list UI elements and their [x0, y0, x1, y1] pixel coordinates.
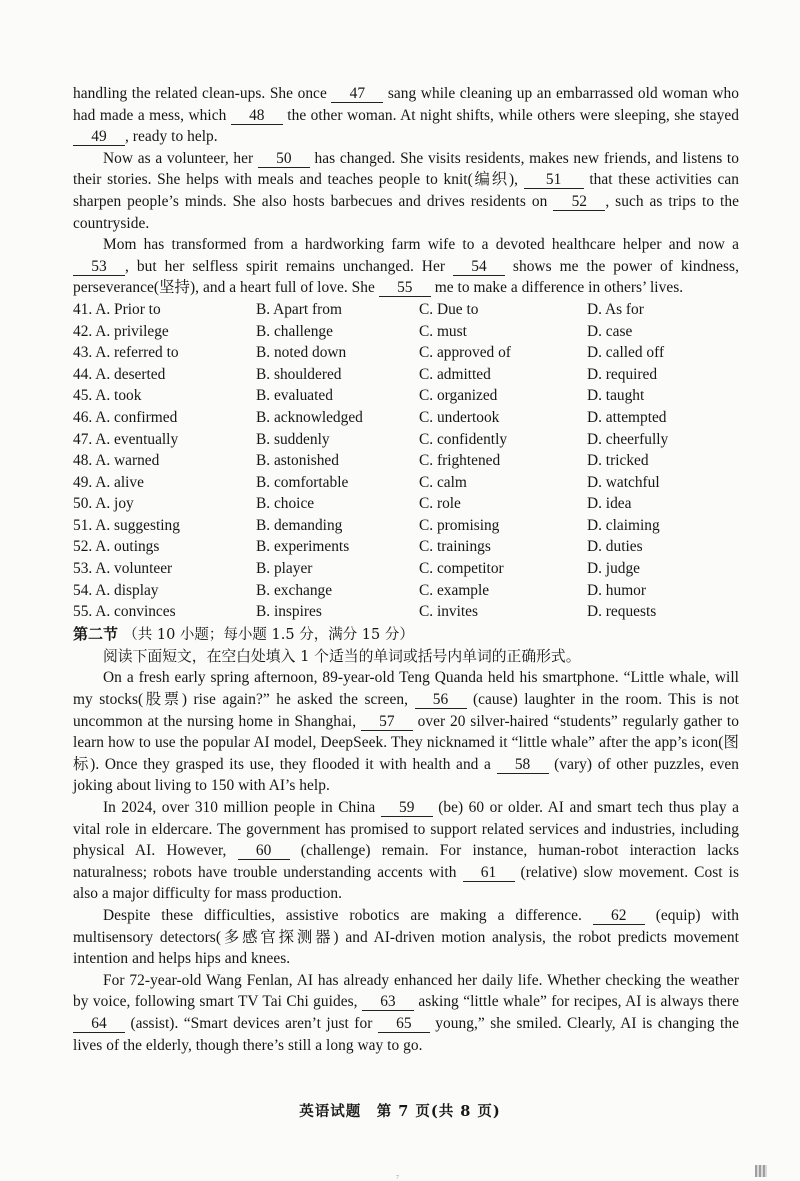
text-run: (equip) with multisensory detectors(多感官探测器) and AI-driven motion analysis, the robot predicts movement intention and helps hips and knees. [73, 906, 739, 968]
option-b[interactable]: B. astonished [256, 452, 339, 470]
option-a[interactable]: 54. A. display [73, 581, 159, 599]
question-45 [73, 385, 739, 407]
option-c[interactable]: C. organized [419, 387, 498, 405]
option-b[interactable]: B. Apart from [256, 300, 342, 318]
option-a[interactable]: 48. A. warned [73, 452, 160, 470]
text-run: shows me the power of kindness, perseverance(坚持), and a heart full of love. She [73, 257, 739, 297]
text-run: Despite these difficulties, assistive robotics are making a difference. [103, 906, 593, 924]
text-run: For 72-year-old Wang Fenlan, AI has already enhanced her daily life. Whether checking the weather by voice, following smart TV Tai Chi guides, [73, 971, 739, 1011]
option-d[interactable]: D. As for [587, 300, 644, 318]
option-b[interactable]: B. comfortable [256, 473, 349, 491]
passage1-para3 [73, 234, 739, 299]
option-a[interactable]: 47. A. eventually [73, 430, 179, 448]
blank-62[interactable]: 62 [593, 907, 645, 925]
option-b[interactable]: B. shouldered [256, 365, 342, 383]
blank-54[interactable]: 54 [453, 258, 505, 276]
question-52 [73, 536, 739, 558]
blank-49[interactable]: 49 [73, 128, 125, 146]
text-run: me to make a difference in others’ lives. [430, 279, 684, 297]
option-b[interactable]: B. experiments [256, 538, 350, 556]
option-d[interactable]: D. required [587, 365, 658, 383]
option-b[interactable]: B. choice [256, 495, 315, 513]
option-d[interactable]: D. judge [587, 560, 641, 578]
text-run: asking “little whale” for recipes, AI is always there [413, 993, 739, 1011]
question-49 [73, 472, 739, 494]
blank-59[interactable]: 59 [381, 799, 433, 817]
question-48 [73, 450, 739, 472]
section-instruction: 阅读下面短文，在空白处填入 1 个适当的单词或括号内单词的正确形式。 [103, 647, 581, 665]
blank-53[interactable]: 53 [73, 258, 125, 276]
question-51 [73, 515, 739, 537]
option-d[interactable]: D. attempted [587, 408, 667, 426]
option-b[interactable]: B. evaluated [256, 387, 333, 405]
option-b[interactable]: B. inspires [256, 603, 322, 621]
options-table [73, 299, 739, 623]
blank-55[interactable]: 55 [379, 279, 431, 297]
option-c[interactable]: C. approved of [419, 344, 511, 362]
passage1-para2 [73, 148, 739, 234]
option-a[interactable]: 51. A. suggesting [73, 516, 180, 534]
option-c[interactable]: C. invites [419, 603, 478, 621]
option-a[interactable]: 46. A. confirmed [73, 408, 178, 426]
text-run: In 2024, over 310 million people in China [103, 799, 381, 816]
text-run: that these activities can sharpen people’s minds. She also hosts barbecues and drives residents on [73, 171, 739, 210]
text-run: has changed. She visits residents, makes new friends, and listens to their stories. She helps with meals and teaches people to knit(编织), [73, 149, 739, 189]
option-a[interactable]: 45. A. took [73, 387, 142, 405]
option-c[interactable]: C. calm [419, 473, 467, 491]
option-c[interactable]: C. promising [419, 516, 500, 534]
text-run: Mom has transformed from a hardworking farm wife to a devoted healthcare helper and now a [103, 236, 739, 254]
blank-52[interactable]: 52 [553, 193, 605, 211]
blank-65[interactable]: 65 [378, 1015, 430, 1033]
section-title: 第二节 [73, 624, 119, 643]
page-footer: 英语试题 第 7 页(共 8 页) [299, 1103, 501, 1120]
question-46 [73, 407, 739, 429]
option-c[interactable]: C. frightened [419, 452, 501, 470]
page-number-mark: 7 [396, 1175, 399, 1181]
option-b[interactable]: B. challenge [256, 322, 333, 340]
section-subtitle: （共 10 小题；每小题 1.5 分，满分 15 分） [123, 626, 414, 643]
option-a[interactable]: 55. A. convinces [73, 603, 176, 621]
option-d[interactable]: D. cheerfully [587, 430, 669, 448]
question-42 [73, 321, 739, 343]
option-d[interactable]: D. claiming [587, 516, 660, 534]
option-d[interactable]: D. tricked [587, 452, 649, 470]
option-d[interactable]: D. requests [587, 603, 657, 621]
blank-47[interactable]: 47 [331, 85, 383, 103]
text-run: handling the related clean-ups. She once [73, 85, 332, 102]
option-d[interactable]: D. watchful [587, 473, 660, 491]
option-b[interactable]: B. player [256, 560, 313, 578]
text-run: (assist). “Smart devices aren’t just for [125, 1014, 378, 1032]
question-41 [73, 299, 739, 321]
passage2-para2 [73, 797, 739, 905]
text-run: (challenge) remain. For instance, human-robot interaction lacks naturalness; robots have trouble understanding accents with [73, 842, 740, 881]
option-c[interactable]: C. example [419, 581, 490, 599]
question-47 [73, 429, 739, 451]
section-heading [73, 623, 739, 646]
option-a[interactable]: 53. A. volunteer [73, 560, 173, 578]
option-c[interactable]: C. must [419, 322, 467, 340]
option-b[interactable]: B. noted down [256, 344, 347, 362]
option-a[interactable]: 41. A. Prior to [73, 300, 161, 318]
text-run: over 20 silver-haired “students” regularly gather to learn how to use the popular AI model, DeepSeek. They nicknamed it “little whale” after the app’s icon(图标). Once they grasped its use, they flooded it with health and a [73, 712, 739, 773]
question-50 [73, 493, 739, 515]
option-d[interactable]: D. case [587, 322, 633, 340]
qr-code-icon [755, 1165, 767, 1177]
text-run: (relative) slow movement. Cost is also a major difficulty for mass production. [73, 863, 739, 903]
text-run: young,” she smiled. Clearly, AI is changing the lives of the elderly, though there’s still a long way to go. [73, 1014, 740, 1054]
passage2-para4 [73, 970, 739, 1056]
blank-58[interactable]: 58 [497, 756, 549, 774]
option-a[interactable]: 49. A. alive [73, 473, 144, 491]
option-a[interactable]: 44. A. deserted [73, 365, 166, 383]
option-a[interactable]: 42. A. privilege [73, 322, 169, 340]
option-c[interactable]: C. undertook [419, 408, 500, 426]
text-run: , such as trips to the countryside. [73, 192, 739, 232]
text-run: On a fresh early spring afternoon, 89-year-old Teng Quanda held his smartphone. “Little whale, will my stocks(股票) rise again?” he asked the screen, [73, 669, 739, 709]
option-a[interactable]: 43. A. referred to [73, 344, 179, 362]
question-54 [73, 580, 739, 602]
blank-61[interactable]: 61 [463, 864, 515, 882]
question-55 [73, 601, 739, 623]
question-53 [73, 558, 739, 580]
blank-48[interactable]: 48 [231, 107, 283, 125]
option-c[interactable]: C. trainings [419, 538, 491, 556]
option-a[interactable]: 52. A. outings [73, 538, 160, 556]
option-a[interactable]: 50. A. joy [73, 495, 134, 513]
blank-60[interactable]: 60 [238, 842, 290, 860]
passage1-para1 [73, 83, 739, 148]
option-c[interactable]: C. confidently [419, 430, 508, 448]
blank-57[interactable]: 57 [361, 713, 413, 731]
text-run: , ready to help. [125, 128, 218, 146]
passage2-para1 [73, 667, 739, 797]
option-c[interactable]: C. role [419, 495, 461, 513]
text-run: (be) 60 or older. AI and smart tech thus play a vital role in eldercare. The government has promised to support related services and industries, including physical AI. However, [73, 799, 739, 860]
text-run: Now as a volunteer, her [103, 149, 258, 167]
blank-50[interactable]: 50 [258, 150, 310, 168]
option-c[interactable]: C. competitor [419, 560, 504, 578]
option-d[interactable]: D. taught [587, 387, 645, 405]
option-d[interactable]: D. idea [587, 495, 632, 513]
text-run: sang while cleaning up an embarrassed old woman who had made a mess, which [73, 85, 739, 124]
text-run: , but her selfless spirit remains unchanged. Her [125, 257, 453, 275]
text-run: (vary) of other puzzles, even joking about living to 150 with AI’s help. [73, 755, 739, 795]
option-b[interactable]: B. exchange [256, 581, 333, 599]
option-c[interactable]: C. Due to [419, 300, 479, 318]
option-c[interactable]: C. admitted [419, 365, 491, 383]
exam-page [73, 83, 739, 1056]
option-b[interactable]: B. demanding [256, 516, 343, 534]
option-b[interactable]: B. acknowledged [256, 408, 363, 426]
blank-63[interactable]: 63 [362, 993, 414, 1011]
question-44 [73, 364, 739, 386]
blank-64[interactable]: 64 [73, 1015, 125, 1033]
option-b[interactable]: B. suddenly [256, 430, 330, 448]
question-43 [73, 342, 739, 364]
option-d[interactable]: D. duties [587, 538, 643, 556]
blank-56[interactable]: 56 [415, 691, 467, 709]
option-d[interactable]: D. humor [587, 581, 646, 599]
blank-51[interactable]: 51 [524, 171, 584, 189]
passage2-para3 [73, 905, 739, 970]
option-d[interactable]: D. called off [587, 344, 665, 362]
text-run: (cause) laughter in the room. This is not uncommon at the nursing home in Shanghai, [73, 691, 740, 730]
text-run: the other woman. At night shifts, while others were sleeping, she stayed [282, 106, 739, 124]
